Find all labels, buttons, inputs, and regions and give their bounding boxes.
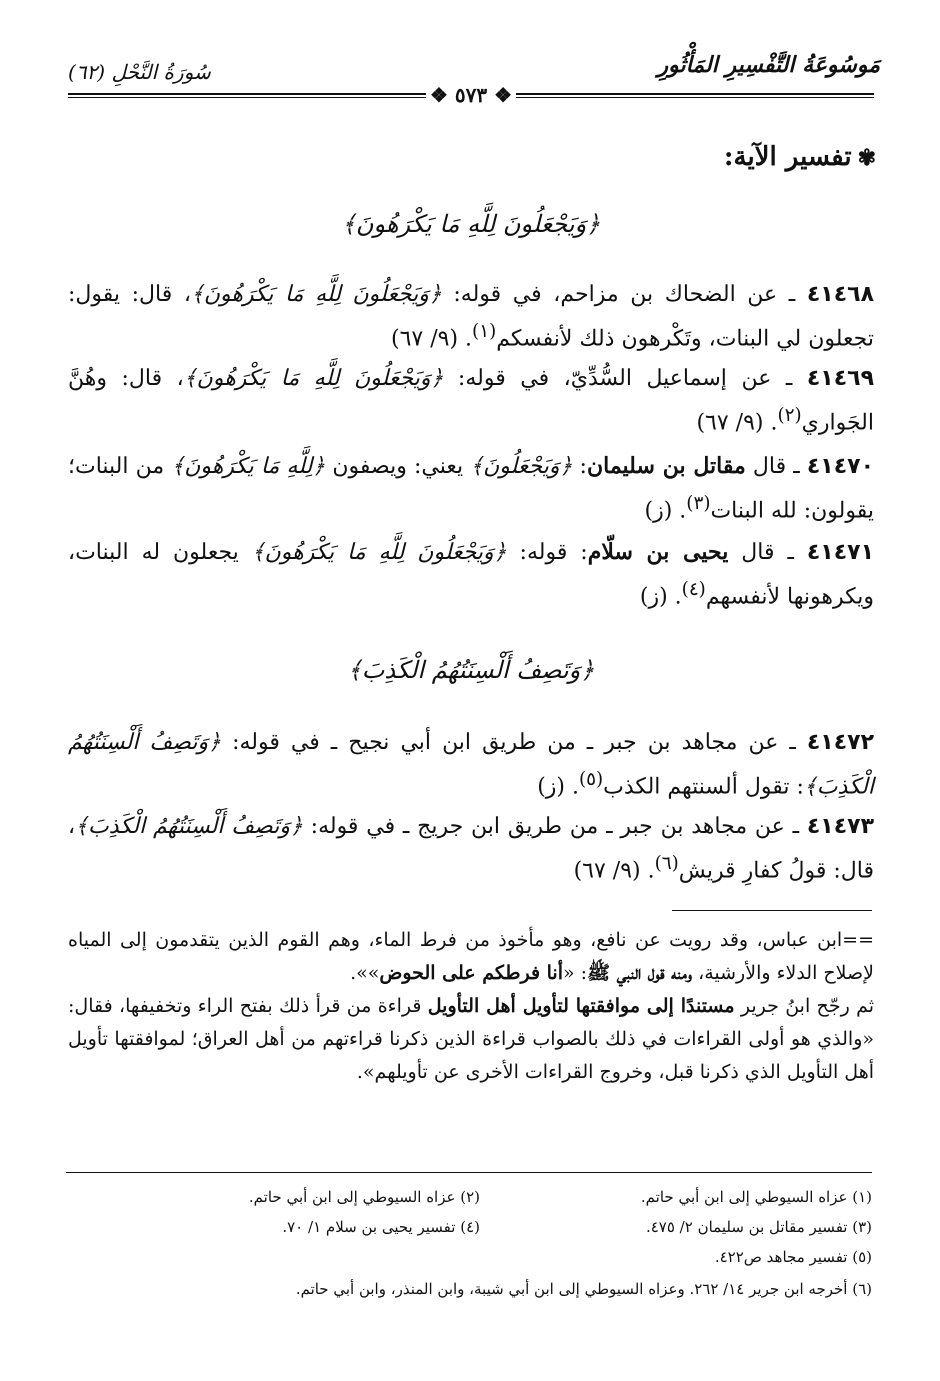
book-title: مَوسُوعَةُ التَّفْسِيرِ المَأْثُورِ xyxy=(657,52,880,78)
quran-quote: ﴿وَتَصِفُ أَلْسِنَتُهُمُ الْكَذِبَ﴾ xyxy=(75,814,303,839)
entry-number: ٤١٤٧٢ xyxy=(806,730,874,755)
entry-number: ٤١٤٦٨ xyxy=(806,282,875,307)
verse-heading: ﴿وَيَجْعَلُونَ لِلَّهِ مَا يَكْرَهُونَ﴾ xyxy=(341,210,601,238)
quran-quote: ﴿لِلَّهِ مَا يَكْرَهُونَ﴾ xyxy=(171,454,326,479)
footnote-5: (٥) تفسير مجاهد ص٤٢٢. xyxy=(714,1248,872,1266)
ornament-icon: ❖ xyxy=(429,83,455,107)
verse-heading: ﴿وَتَصِفُ أَلْسِنَتُهُمُ الْكَذِبَ﴾ xyxy=(347,656,595,684)
footnote-1: (١) عزاه السيوطي إلى ابن أبي حاتم. xyxy=(640,1188,872,1206)
quran-quote: ﴿وَيَجْعَلُونَ لِلَّهِ مَا يَكْرَهُونَ﴾ xyxy=(183,366,444,391)
quran-quote: ﴿وَيَجْعَلُونَ﴾ xyxy=(470,454,573,479)
quran-quote: ﴿وَيَجْعَلُونَ لِلَّهِ مَا يَكْرَهُونَ﴾ xyxy=(190,282,442,307)
quran-quote: ﴿وَتَصِفُ أَلْسِنَتُهُمُ الْكَذِبَ﴾ xyxy=(68,730,874,800)
footnote-ref[interactable]: (٦) xyxy=(654,853,679,874)
footnote-ref[interactable]: (٥) xyxy=(578,769,604,790)
footnote-ref[interactable]: (٤) xyxy=(681,579,706,600)
note-paragraph: ==ابن عباس، وقد رويت عن نافع، وهو مأخوذ من فرط الماء، وهم القوم الذين يتقدمون إلى المياه لإصلاح الدلاء والأرشية، ومنه قول النبي ﷺ: «أنا فرطكم على الحوض»». xyxy=(68,929,874,984)
footnote-6: (٦) أخرجه ابن جرير ١٤/ ٢٦٢. وعزاه السيوطي إلى ابن أبي شيبة، وابن المنذر، وابن أبي حاتم. xyxy=(295,1280,872,1298)
footnote-ref[interactable]: (٣) xyxy=(686,493,711,514)
continued-note xyxy=(68,924,874,1089)
footnote-ref[interactable]: (٢) xyxy=(777,405,802,426)
quran-quote: ﴿وَيَجْعَلُونَ لِلَّهِ مَا يَكْرَهُونَ﴾ xyxy=(251,540,507,565)
surah-title: سُورَةُ النَّحْلِ (٦٢) xyxy=(68,60,211,84)
entry-number: ٤١٤٦٩ xyxy=(806,366,874,391)
page-number: ❖ ٥٧٣ ❖ xyxy=(429,83,513,107)
narration-entry: ٤١٤٦٩ ـ عن إسماعيل السُّدِّيّ، في قوله: ﴿وَيَجْعَلُونَ لِلَّهِ مَا يَكْرَهُونَ﴾، قال: وهُنَّ الجَواري$^{(٢)}$. (٩/ ٦٧) xyxy=(68,366,874,436)
entry-number: ٤١٤٧٠ xyxy=(806,454,874,479)
footnotes-separator xyxy=(66,1172,872,1173)
footnote-3: (٣) تفسير مقاتل بن سليمان ٢/ ٤٧٥. xyxy=(645,1218,872,1236)
header-rule xyxy=(68,84,874,110)
footnote-2: (٢) عزاه السيوطي إلى ابن أبي حاتم. xyxy=(248,1188,480,1206)
section-heading: ✾تفسير الآية: xyxy=(723,142,876,172)
footnote-4: (٤) تفسير يحيى بن سلام ١/ ٧٠. xyxy=(282,1218,480,1236)
flower-icon: ✾ xyxy=(857,145,876,171)
entry-number: ٤١٤٧٣ xyxy=(806,814,874,839)
entry-number: ٤١٤٧١ xyxy=(806,540,875,565)
narration-entry: ٤١٤٧٢ ـ عن مجاهد بن جبر ـ من طريق ابن أبي نجيح ـ في قوله: ﴿وَتَصِفُ أَلْسِنَتُهُمُ الْكَذِبَ﴾: تقول ألسنتهم الكذب$^{(٥)}$. (ز) xyxy=(68,730,874,800)
header-rule-right xyxy=(516,93,874,98)
narration-entry: ٤١٤٧٠ ـ قال مقاتل بن سليمان: ﴿وَيَجْعَلُونَ﴾ يعني: ويصفون ﴿لِلَّهِ مَا يَكْرَهُونَ﴾ من البنات؛ يقولون: لله البنات$^{(٣)}$. (ز) xyxy=(68,453,874,524)
narration-entry: ٤١٤٧١ ـ قال يحيى بن سلّام: قوله: ﴿وَيَجْعَلُونَ لِلَّهِ مَا يَكْرَهُونَ﴾ يجعلون له البنات، ويكرهونها لأنفسهم$^{(٤)}$. (ز) xyxy=(68,539,875,610)
narrator-name: مقاتل بن سليمان xyxy=(586,453,746,479)
footnote-ref[interactable]: (١) xyxy=(472,321,497,342)
footnote-separator xyxy=(672,910,872,911)
narration-entry: ٤١٤٧٣ ـ عن مجاهد بن جبر ـ من طريق ابن جريج ـ في قوله: ﴿وَتَصِفُ أَلْسِنَتُهُمُ الْكَذِبَ﴾، قال: قولُ كفارِ قريش$^{(٦)}$. (٩/ ٦٧) xyxy=(68,814,874,884)
header-rule-left xyxy=(68,93,426,98)
narration-entry: ٤١٤٦٨ ـ عن الضحاك بن مزاحم، في قوله: ﴿وَيَجْعَلُونَ لِلَّهِ مَا يَكْرَهُونَ﴾، قال: يقول: تجعلون لي البنات، وتَكْرهون ذلك لأنفسكم$^{(١)}$. (٩/ ٦٧) xyxy=(68,282,875,352)
note-paragraph: ثم رجّح ابنُ جرير مستندًا إلى موافقتها لتأويل أهل التأويل قراءة من قرأ ذلك بفتح الراء وتخفيفها، فقال: «والذي هو أولى القراءات في ذلك بالصواب قراءة الذين ذكرنا قراءتهم من أهل العراق؛ لموافقتها تأويل أهل التأويل الذي ذكرنا قبل، وخروج القراءات الأخرى عن تأويلهم». xyxy=(68,995,874,1083)
narrator-name: يحيى بن سلّام xyxy=(587,539,729,565)
ornament-icon: ❖ xyxy=(487,83,513,107)
